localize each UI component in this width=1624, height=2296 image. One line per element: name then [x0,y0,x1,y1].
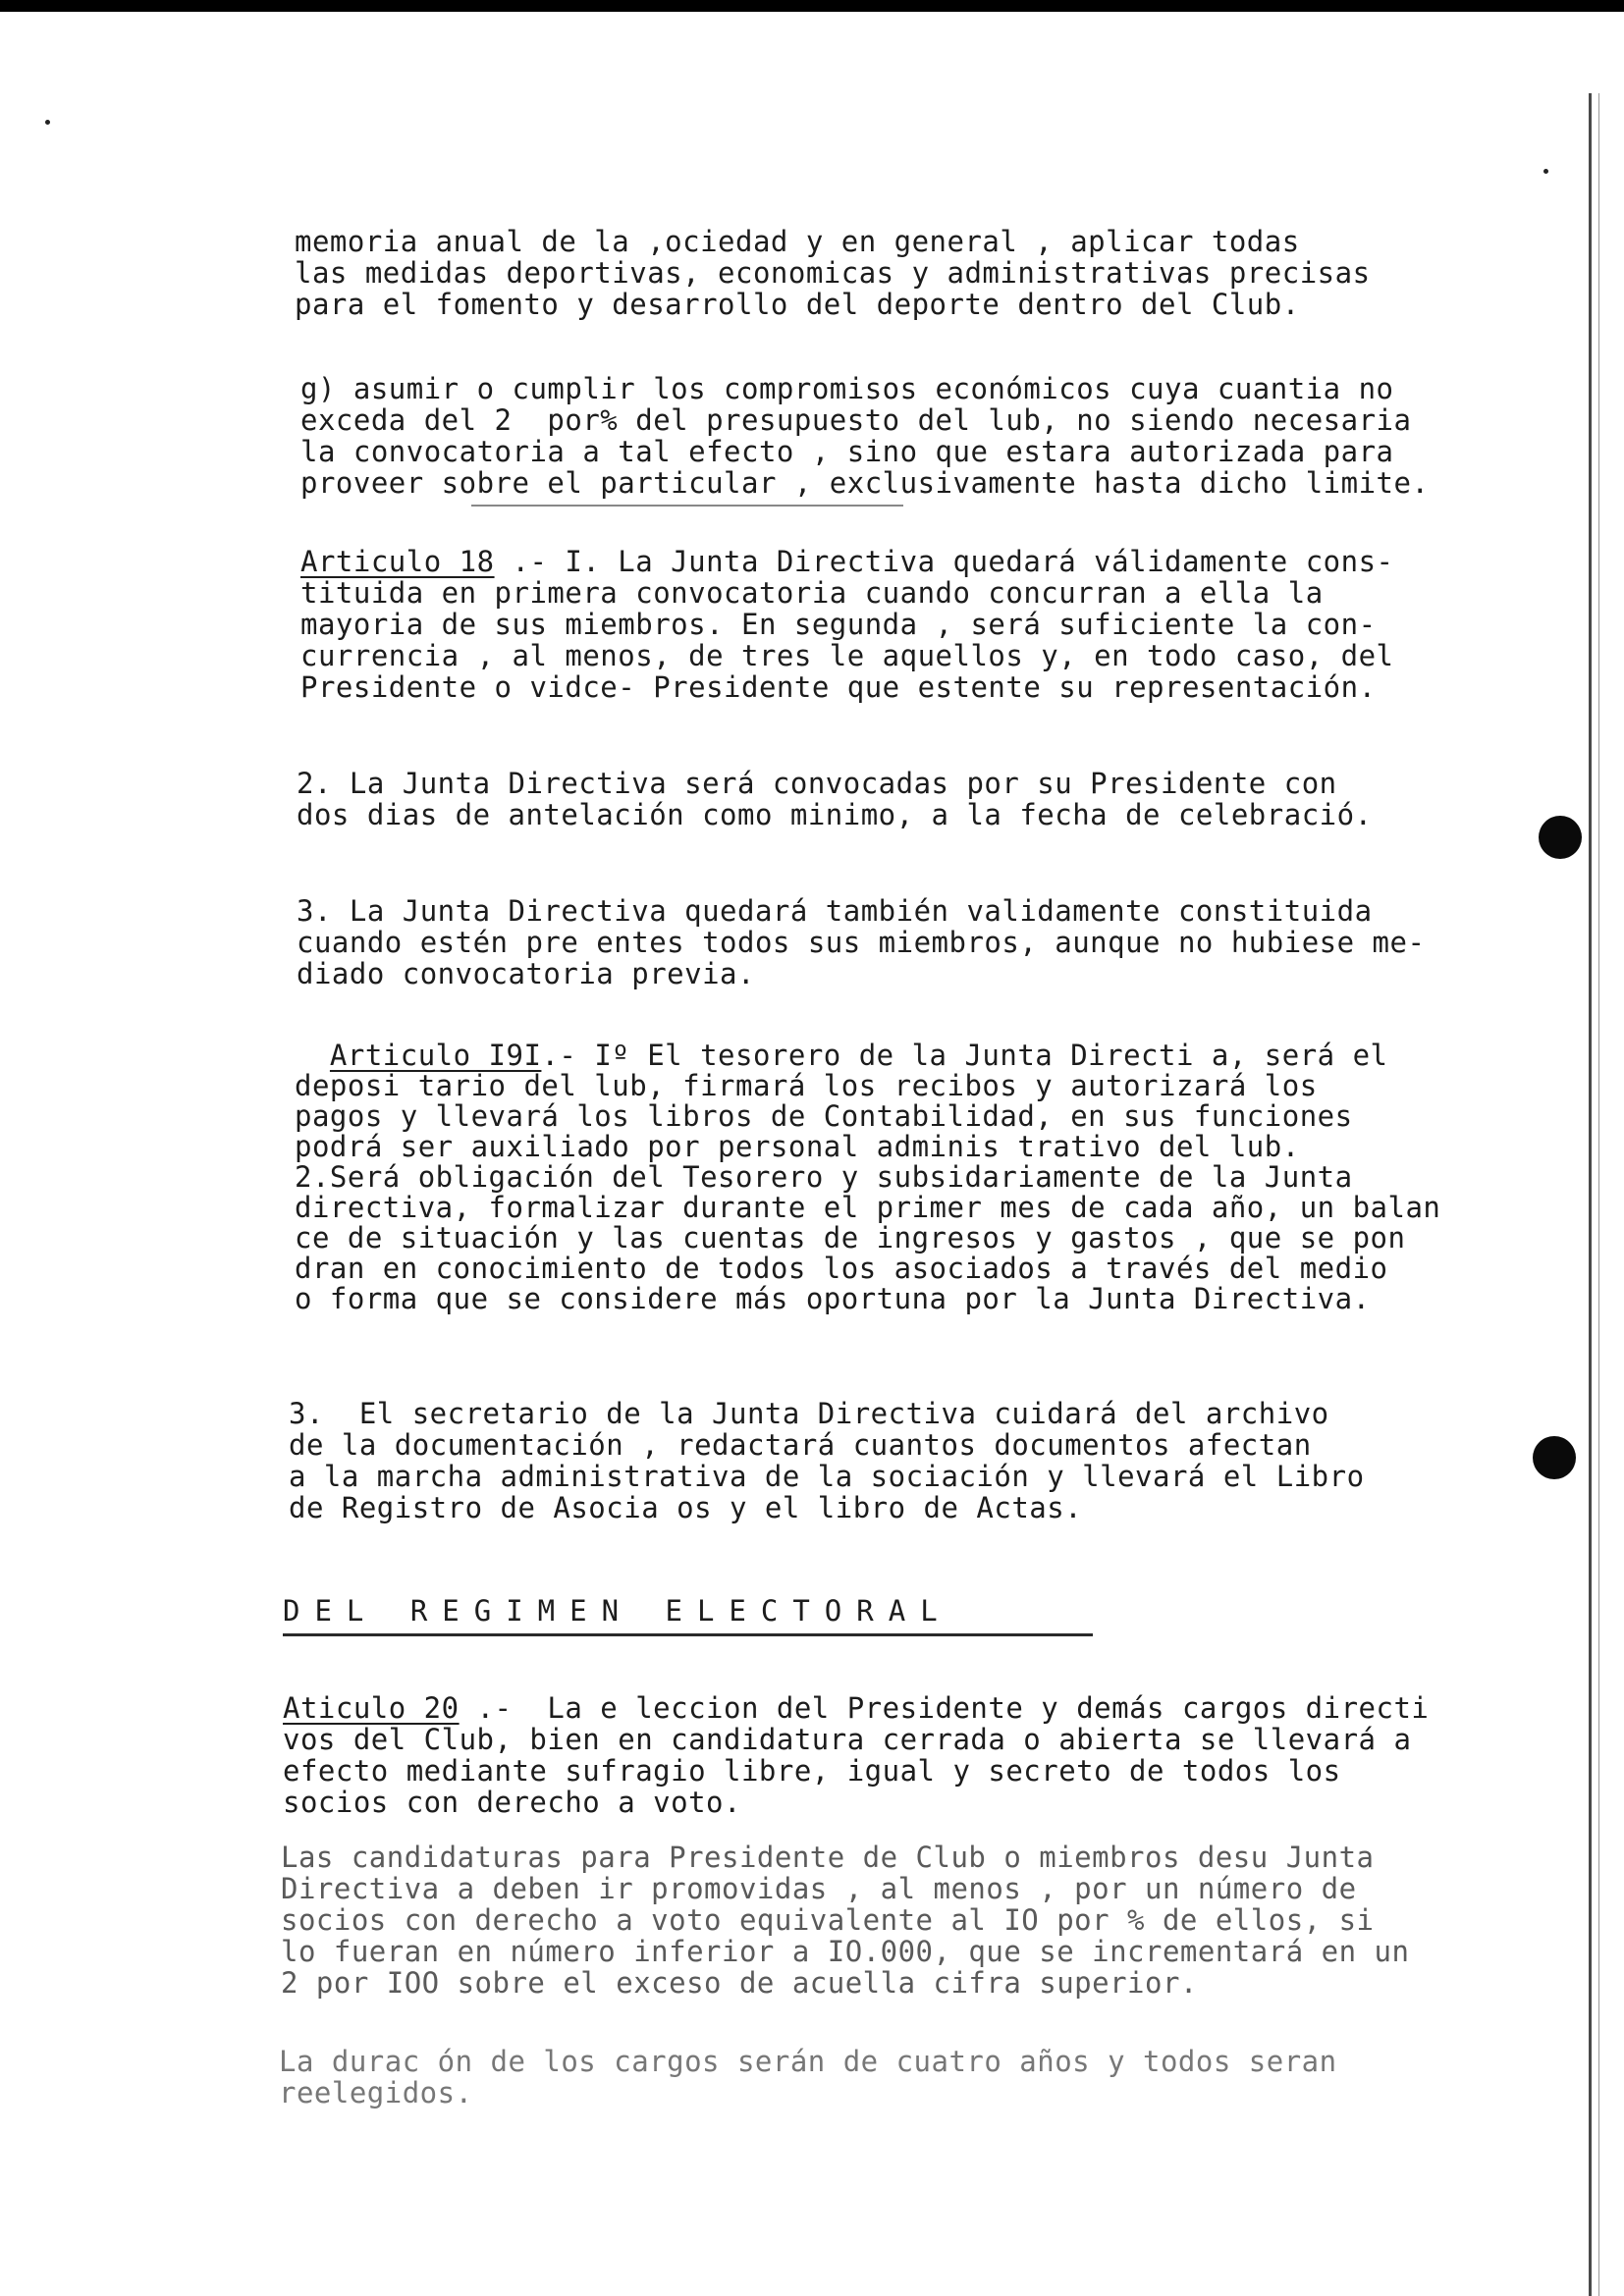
text-line: .- Iº El tesorero de la Junta Directi a, será el [541,1039,1388,1072]
text-line: la convocatoria a tal efecto , sino que estara autorizada para [300,435,1394,468]
text-line: dran en conocimiento de todos los asociados a través del medio [295,1252,1388,1285]
text-line: efecto mediante sufragio libre, igual y secreto de todos los [283,1754,1341,1788]
text-line: de Registro de Asocia os y el libro de Actas. [289,1491,1083,1524]
article-heading: Aticulo 20 [283,1691,460,1725]
text-line: 3. La Junta Directiva quedará también validamente constituida [297,894,1373,928]
text-line: las medidas deportivas, economicas y administrativas precisas [295,256,1371,290]
text-line: memoria anual de la ,ociedad y en general , aplicar todas [295,225,1300,258]
text-line: dos dias de antelación como minimo, a la fecha de celebració. [297,798,1373,831]
text-line: cuando estén pre entes todos sus miembros, aunque no hubiese me- [297,926,1426,959]
text-line: proveer sobre el particular , exclusivamente hasta dicho limite. [300,466,1430,500]
section-heading-underline [283,1633,1093,1636]
scan-top-border [0,0,1624,12]
text-line: 2 por IOO sobre el exceso de acuella cifra superior. [281,1966,1198,2000]
article-19-point-3 [289,1398,1565,1523]
divider [471,505,903,507]
article-heading: Articulo I9I [329,1039,542,1072]
article-19 [295,1041,1571,1314]
text-line: pagos y llevará los libros de Contabilidad, en sus funciones [295,1099,1353,1133]
text-line: tituida en primera convocatoria cuando concurran a ella la [300,576,1324,610]
paragraph-g [300,373,1577,499]
text-line: Directiva a deben ir promovidas , al menos , por un número de [281,1872,1357,1905]
text-line: 2. La Junta Directiva será convocadas por su Presidente con [297,767,1337,800]
text-line: Presidente o vidce- Presidente que estente su representación. [300,670,1377,704]
text-line: currencia , al menos, de tres le aquellos y, en todo caso, del [300,639,1394,672]
article-heading: Articulo 18 [300,545,495,578]
text-line: deposi tario del lub, firmará los recibos y autorizará los [295,1069,1318,1102]
article-18-point-3 [297,895,1573,989]
scan-speck [45,120,50,125]
scan-speck [1543,169,1548,174]
text-line: de la documentación , redactará cuantos documentos afectan [289,1428,1312,1462]
paragraph-memoria [295,226,1571,320]
text-line: reelegidos. [279,2076,473,2109]
text-line: .- La e leccion del Presidente y demás cargos directi [459,1691,1430,1725]
article-20-para-3 [279,2046,1555,2109]
text-line: .- I. La Junta Directiva quedará válidamente cons- [494,545,1394,578]
text-line: 2.Será obligación del Tesorero y subsidariamente de la Junta [295,1160,1353,1194]
text-line: vos del Club, bien en candidatura cerrada o abierta se llevará a [283,1723,1412,1756]
text-line: socios con derecho a voto equivalente al IO por % de ellos, si [281,1903,1375,1937]
text-line: mayoria de sus miembros. En segunda , será suficiente la con- [300,608,1377,641]
page-margin-rule [1589,93,1592,2296]
article-20 [283,1692,1559,1818]
text-line: 3. El secretario de la Junta Directiva cuidará del archivo [289,1397,1329,1430]
article-20-para-2 [281,1842,1557,1999]
text-line: a la marcha administrativa de la sociación y llevará el Libro [289,1460,1365,1493]
text-line: La durac ón de los cargos serán de cuatro años y todos seran [279,2045,1337,2078]
text-line: g) asumir o cumplir los compromisos económicos cuya cuantia no [300,372,1394,405]
text-line: lo fueran en número inferior a IO.000, que se incrementará en un [281,1935,1410,1968]
text-line: exceda del 2 por% del presupuesto del lub, no siendo necesaria [300,403,1412,437]
text-line: ce de situación y las cuentas de ingresos y gastos , que se pon [295,1221,1406,1255]
text-line: podrá ser auxiliado por personal adminis trativo del lub. [295,1130,1300,1163]
article-18-point-2 [297,768,1573,830]
section-heading: DEL REGIMEN ELECTORAL [283,1594,952,1628]
page-margin-rule-thin [1598,93,1599,2296]
text-line: Las candidaturas para Presidente de Club o miembros desu Junta [281,1841,1375,1874]
text-line: directiva, formalizar durante el primer mes de cada año, un balan [295,1191,1441,1224]
article-18 [300,546,1577,703]
text-line: para el fomento y desarrollo del deporte dentro del Club. [295,288,1300,321]
text-line: o forma que se considere más oportuna por la Junta Directiva. [295,1282,1371,1315]
text-line: diado convocatoria previa. [297,957,755,990]
text-line: socios con derecho a voto. [283,1786,741,1819]
